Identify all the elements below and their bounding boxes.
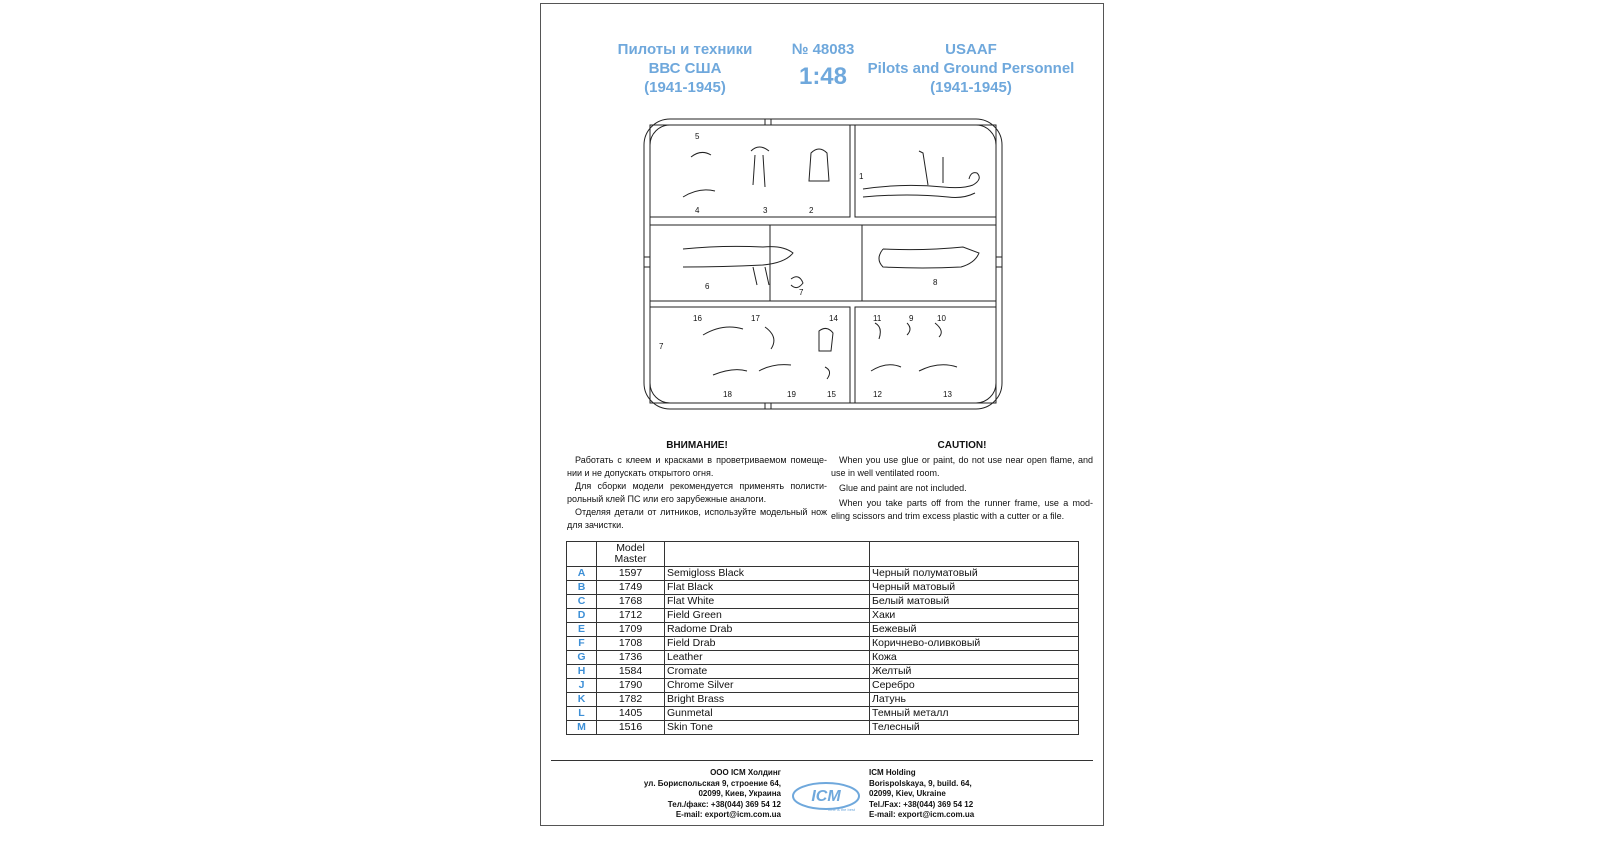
table-row [567, 721, 1079, 735]
table-row [567, 581, 1079, 595]
part-number: 14 [829, 314, 838, 323]
table-row [567, 609, 1079, 623]
table-cell-ru: Черный матовый [870, 581, 1079, 595]
table-cell-letter: L [567, 707, 597, 721]
table-cell-letter: M [567, 721, 597, 735]
table-cell-letter: A [567, 567, 597, 581]
title-en-line3: (1941-1945) [930, 79, 1012, 96]
table-cell-ru: Белый матовый [870, 595, 1079, 609]
table-cell-en: Radome Drab [665, 623, 870, 637]
paint-table [566, 541, 1079, 735]
table-cell-code: 1736 [597, 651, 665, 665]
part-number: 15 [827, 390, 836, 399]
part-number: 17 [751, 314, 760, 323]
address-line: E-mail: export@icm.com.ua [675, 810, 781, 819]
notice-en-p2: Glue and paint are not included. [839, 483, 967, 493]
table-header-cell [567, 542, 597, 567]
table-cell-en: Chrome Silver [665, 679, 870, 693]
sprue-cell [650, 125, 850, 217]
notice-en-p3: When you take parts off from the runner frame, use a mod- eling scissors and trim excess plastic with a cutter or a file. [831, 498, 1093, 521]
table-cell-letter: K [567, 693, 597, 707]
kit-scale: 1:48 [798, 63, 848, 90]
svg-text:ICM: ICM [811, 788, 841, 805]
table-cell-code: 1768 [597, 595, 665, 609]
table-cell-ru: Коричнево-оливковый [870, 637, 1079, 651]
part-number: 7 [659, 342, 664, 351]
table-cell-code: 1708 [597, 637, 665, 651]
figure-part [683, 246, 793, 285]
part-number: 2 [809, 206, 814, 215]
table-header-cell [870, 542, 1079, 567]
table-cell-letter: J [567, 679, 597, 693]
table-row [567, 693, 1079, 707]
part-number: 12 [873, 390, 882, 399]
table-cell-letter: H [567, 665, 597, 679]
table-cell-en: Bright Brass [665, 693, 870, 707]
table-row [567, 707, 1079, 721]
sprue-frame-inner [650, 125, 996, 403]
title-ru-line2: ВВС США [648, 60, 722, 77]
notice-ru [567, 439, 827, 532]
figure-part [809, 149, 829, 181]
title-ru-line1: Пилоты и техники [617, 41, 753, 58]
figure-part [683, 152, 715, 197]
table-cell-en: Cromate [665, 665, 870, 679]
title-ru [605, 40, 765, 97]
figure-part [879, 247, 979, 268]
part-number: 9 [909, 314, 914, 323]
sprue-diagram [643, 117, 1005, 413]
part-number: 13 [943, 390, 952, 399]
part-number: 8 [933, 278, 938, 287]
table-cell-code: 1790 [597, 679, 665, 693]
table-cell-ru: Кожа [870, 651, 1079, 665]
table-cell-code: 1709 [597, 623, 665, 637]
sprue-cell [650, 225, 996, 301]
table-cell-en: Skin Tone [665, 721, 870, 735]
figure-part [819, 328, 833, 379]
address-line: ООО ICM Холдинг [710, 768, 781, 777]
table-cell-en: Semigloss Black [665, 567, 870, 581]
title-en [841, 40, 1101, 97]
table-cell-ru: Желтый [870, 665, 1079, 679]
table-cell-code: 1712 [597, 609, 665, 623]
part-number: 1 [859, 172, 864, 181]
address-ru [601, 768, 781, 821]
notice-ru-p1: Работать с клеем и красками в проветриваемом помеще- нии и не допускать открытого огня. [567, 455, 827, 478]
table-cell-code: 1516 [597, 721, 665, 735]
notice-en [831, 439, 1093, 525]
address-line: 02099, Kiev, Ukraine [869, 789, 946, 798]
address-en [869, 768, 1069, 821]
address-line: Тел./факс: +38(044) 369 54 12 [667, 799, 781, 809]
table-row [567, 595, 1079, 609]
part-number: 3 [763, 206, 768, 215]
table-cell-en: Gunmetal [665, 707, 870, 721]
table-cell-code: 1584 [597, 665, 665, 679]
figure-part [863, 151, 979, 198]
table-cell-ru: Латунь [870, 693, 1079, 707]
part-number: 16 [693, 314, 702, 323]
notice-ru-heading: ВНИМАНИЕ! [666, 440, 728, 451]
table-cell-ru: Хаки [870, 609, 1079, 623]
table-cell-ru: Серебро [870, 679, 1079, 693]
sprue-cell [650, 307, 850, 403]
table-cell-en: Field Green [665, 609, 870, 623]
icm-logo [791, 779, 861, 813]
figure-part [751, 147, 769, 187]
notice-en-heading: CAUTION! [937, 440, 987, 451]
table-cell-en: Leather [665, 651, 870, 665]
instruction-sheet [540, 3, 1104, 826]
table-cell-code: 1597 [597, 567, 665, 581]
table-cell-letter: B [567, 581, 597, 595]
table-cell-ru: Бежевый [870, 623, 1079, 637]
table-cell-letter: G [567, 651, 597, 665]
address-line: 02099, Киев, Украина [698, 789, 781, 798]
table-row [567, 651, 1079, 665]
table-cell-code: 1749 [597, 581, 665, 595]
svg-text:Time is the best: Time is the best [826, 807, 856, 812]
table-row [567, 665, 1079, 679]
title-ru-line3: (1941-1945) [644, 79, 726, 96]
notice-ru-p2: Для сборки модели рекомендуется применять полисти- рольный клей ПС или его зарубежные аналоги. [567, 481, 827, 504]
table-cell-en: Flat Black [665, 581, 870, 595]
address-line: ICM Holding [869, 768, 916, 777]
address-line: Borispolskaya, 9, build. 64, [869, 778, 972, 788]
figure-part [871, 323, 957, 371]
sprue-cell [770, 225, 862, 301]
table-cell-en: Flat White [665, 595, 870, 609]
table-cell-code: 1405 [597, 707, 665, 721]
table-cell-ru: Черный полуматовый [870, 567, 1079, 581]
table-cell-en: Field Drab [665, 637, 870, 651]
table-cell-ru: Телесный [870, 721, 1079, 735]
table-cell-code: 1782 [597, 693, 665, 707]
part-number: 18 [723, 390, 732, 399]
address-line: E-mail: export@icm.com.ua [869, 810, 975, 819]
table-cell-letter: F [567, 637, 597, 651]
title-en-line1: USAAF [945, 41, 997, 58]
address-line: ул. Бориспольская 9, строение 64, [643, 778, 781, 788]
part-number: 11 [873, 314, 882, 323]
part-number: 6 [705, 282, 710, 291]
table-cell-letter: D [567, 609, 597, 623]
part-number: 7 [799, 288, 804, 297]
address-line: Tel./Fax: +38(044) 369 54 12 [869, 799, 974, 809]
part-number: 10 [937, 314, 946, 323]
notice-ru-p3: Отделяя детали от литников, используйте модельный нож для зачистки. [567, 507, 827, 530]
table-header-cell: Model Master [597, 542, 665, 567]
table-row [567, 623, 1079, 637]
part-number: 5 [695, 132, 700, 141]
table-cell-letter: E [567, 623, 597, 637]
part-number: 19 [787, 390, 796, 399]
table-row [567, 637, 1079, 651]
table-header-cell [665, 542, 870, 567]
table-cell-letter: C [567, 595, 597, 609]
part-number: 4 [695, 206, 700, 215]
table-cell-ru: Темный металл [870, 707, 1079, 721]
notice-en-p1: When you use glue or paint, do not use near open flame, and use in well ventilated room. [831, 455, 1093, 478]
footer-divider [551, 760, 1093, 761]
figure-part [703, 327, 791, 375]
kit-number: № 48083 [791, 41, 855, 58]
table-row [567, 679, 1079, 693]
title-en-line2: Pilots and Ground Personnel [867, 60, 1075, 77]
table-header-row [567, 542, 1079, 567]
figure-part [791, 277, 803, 288]
table-row [567, 567, 1079, 581]
